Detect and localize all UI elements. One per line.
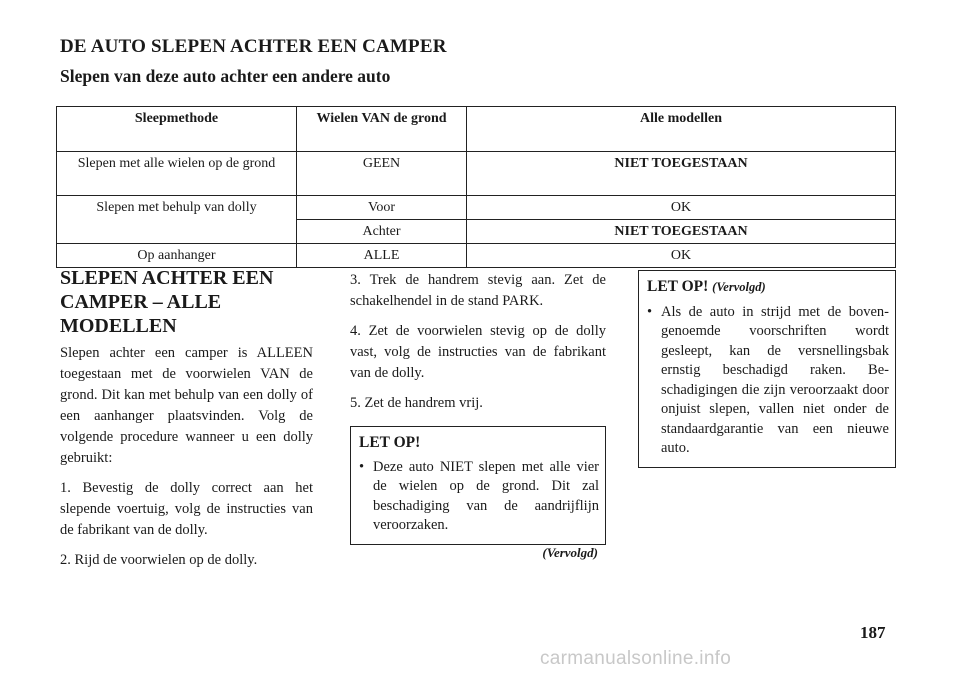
- caution-title: LET OP!: [359, 434, 421, 451]
- table-row: [57, 152, 896, 196]
- table-cell: ALLE: [297, 244, 467, 268]
- page-subheading: Slepen van deze auto achter een andere auto: [60, 66, 391, 86]
- section-title: SLEPEN ACHTER EEN CAMPER – ALLE MODELLEN: [60, 267, 274, 337]
- table-header: Alle modellen: [467, 107, 896, 152]
- step-3: 3. Trek de handrem stevig aan. Zet de schakelhendel in de stand PARK.: [350, 272, 606, 309]
- table-cell: Achter: [297, 220, 467, 244]
- caution-box: [350, 426, 606, 545]
- intro-paragraph: Slepen achter een camper is ALLEEN toegestaan met de voorwielen VAN de grond. Dit kan met behulp van een dolly of een aanhanger plaatsvinden. Volg de volgende procedure wanneer u een dolly gebruikt:: [60, 345, 313, 466]
- table-cell: OK: [467, 196, 896, 220]
- table-cell: Op aanhanger: [57, 244, 297, 268]
- table-cell: NIET TOEGESTAAN: [467, 152, 896, 196]
- table-cell: OK: [467, 244, 896, 268]
- table-cell: Slepen met behulp van dolly: [57, 196, 297, 244]
- table-cell: NIET TOEGESTAAN: [467, 220, 896, 244]
- watermark: carmanualsonline.info: [540, 648, 732, 669]
- caution-box-continued: [638, 270, 896, 468]
- table-header: Sleepmethode: [57, 107, 297, 152]
- page-number: 187: [860, 623, 886, 642]
- table-cell: GEEN: [297, 152, 467, 196]
- step-1: 1. Bevestig de dolly correct aan het slepende voertuig, volg de instructies van de fabrikant van de dolly.: [60, 480, 313, 538]
- caution-title-continued: (Vervolgd): [712, 280, 766, 294]
- table-header: Wielen VAN de grond: [297, 107, 467, 152]
- middle-column: [350, 270, 606, 423]
- caution-text: • Als de auto in strijd met de boven-genoemde voorschriften wordt gesleept, kan de versnellingsbak ernstig beschadigd raken. Be-schadigingen die zijn veroorzaakt door onjuist slepen, vallen niet onder de standaardgarantie van een nieuwe auto.: [647, 303, 889, 459]
- table-row: [57, 196, 896, 220]
- page-heading: DE AUTO SLEPEN ACHTER EEN CAMPER: [60, 36, 447, 57]
- continued-label: (Vervolgd): [542, 545, 598, 560]
- towing-table: [56, 106, 896, 268]
- step-2: 2. Rijd de voorwielen op de dolly.: [60, 552, 258, 568]
- table-row: [57, 244, 896, 268]
- table-cell: Voor: [297, 196, 467, 220]
- caution-title-text: LET OP!: [647, 278, 709, 295]
- caution-text: • Deze auto NIET slepen met alle vier de wielen op de grond. Dit zal beschadiging van de aandrijflijn veroorzaken.: [359, 458, 599, 536]
- left-column: [60, 343, 313, 580]
- table-cell: Slepen met alle wielen op de grond: [57, 152, 297, 196]
- step-4: 4. Zet de voorwielen stevig op de dolly vast, volg de instructies van de fabrikant van de dolly.: [350, 323, 606, 381]
- table-header-row: [57, 107, 896, 152]
- caution-title: [647, 277, 889, 298]
- step-5: 5. Zet de handrem vrij.: [350, 395, 483, 411]
